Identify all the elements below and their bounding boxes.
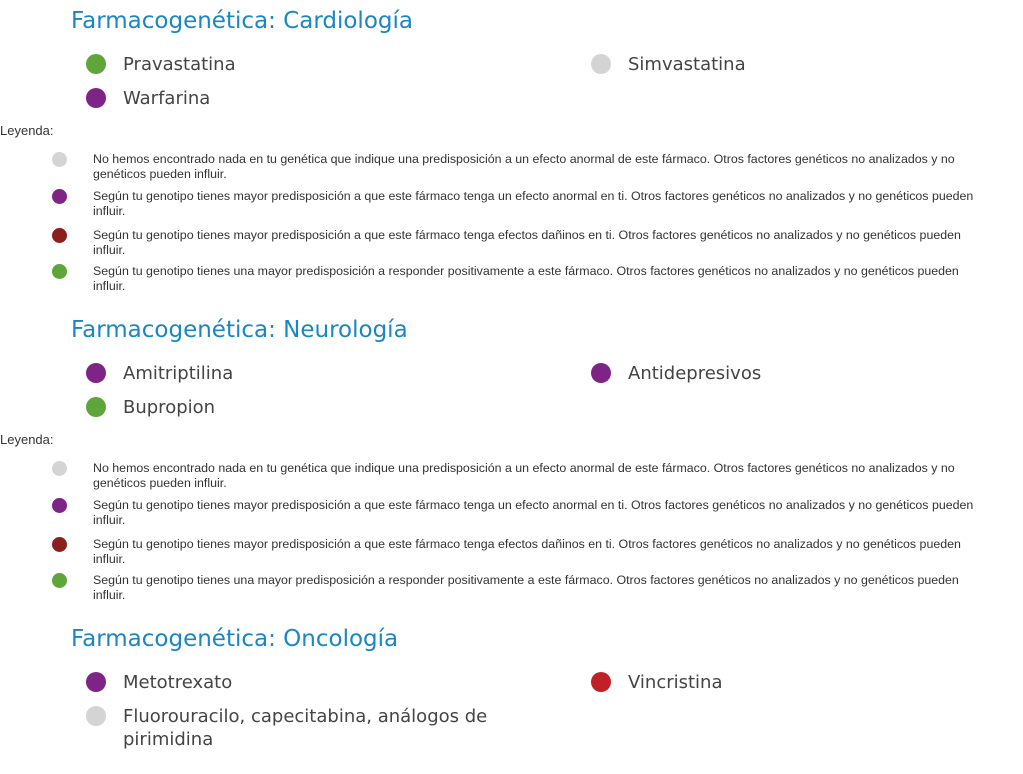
darkred-dot-icon	[52, 228, 67, 243]
legend-text: Según tu genotipo tienes una mayor predisposición a responder positivamente a este fármaco. Otros factores genéticos no analizados y no genéticos pueden influir.	[93, 573, 959, 602]
purple-dot-icon	[52, 498, 67, 513]
legend-title: Leyenda:	[0, 123, 54, 138]
drug-item-antidepresivos	[591, 362, 761, 385]
status-dot-icon	[591, 363, 611, 383]
drug-name: Metotrexato	[123, 672, 233, 693]
gray-dot-icon	[52, 461, 67, 476]
drug-name: Antidepresivos	[628, 363, 762, 384]
green-dot-icon	[52, 264, 67, 279]
status-dot-icon	[86, 397, 106, 417]
status-dot-icon	[86, 706, 106, 726]
status-dot-icon	[591, 672, 611, 692]
legend-text: Según tu genotipo tienes una mayor predisposición a responder positivamente a este fármaco. Otros factores genéticos no analizados y no genéticos pueden influir.	[93, 264, 959, 293]
legend-text: Según tu genotipo tienes mayor predisposición a que este fármaco tenga un efecto anormal en ti. Otros factores genéticos no analizados y no genéticos pueden influir.	[93, 498, 974, 527]
legend-text: Según tu genotipo tienes mayor predisposición a que este fármaco tenga efectos dañinos en ti. Otros factores genéticos no analizados y no genéticos pueden influir.	[93, 228, 961, 257]
section-title: Farmacogenética: Cardiología	[71, 8, 413, 34]
legend-text: No hemos encontrado nada en tu genética que indique una predisposición a un efecto anormal de este fármaco. Otros factores genéticos no analizados y no genéticos pueden influir.	[93, 461, 955, 490]
status-dot-icon	[86, 88, 106, 108]
legend-text: Según tu genotipo tienes mayor predisposición a que este fármaco tenga un efecto anormal en ti. Otros factores genéticos no analizados y no genéticos pueden influir.	[93, 189, 974, 218]
purple-dot-icon	[52, 189, 67, 204]
section-title: Farmacogenética: Neurología	[71, 317, 408, 343]
drug-name: Warfarina	[123, 88, 211, 109]
green-dot-icon	[52, 573, 67, 588]
drug-name: Fluorouracilo, capecitabina, análogos de pirimidina	[123, 706, 488, 750]
legend-text: No hemos encontrado nada en tu genética que indique una predisposición a un efecto anormal de este fármaco. Otros factores genéticos no analizados y no genéticos pueden influir.	[93, 152, 955, 181]
legend-title: Leyenda:	[0, 432, 54, 447]
drug-name: Simvastatina	[628, 54, 746, 75]
drug-item-amitriptilina	[86, 362, 233, 385]
gray-dot-icon	[52, 152, 67, 167]
drug-name: Pravastatina	[123, 54, 236, 75]
darkred-dot-icon	[52, 537, 67, 552]
legend-text: Según tu genotipo tienes mayor predisposición a que este fármaco tenga efectos dañinos en ti. Otros factores genéticos no analizados y no genéticos pueden influir.	[93, 537, 961, 566]
status-dot-icon	[591, 54, 611, 74]
status-dot-icon	[86, 672, 106, 692]
section-title: Farmacogenética: Oncología	[71, 626, 399, 652]
drug-item-warfarina	[86, 87, 210, 110]
drug-item-simvastatina	[591, 53, 746, 76]
drug-name: Amitriptilina	[123, 363, 234, 384]
drug-item-vincristina	[591, 671, 723, 694]
drug-item-pravastatina	[86, 53, 236, 76]
drug-name: Vincristina	[628, 672, 723, 693]
drug-name: Bupropion	[123, 397, 216, 418]
status-dot-icon	[86, 54, 106, 74]
drug-item-metotrexato	[86, 671, 232, 694]
status-dot-icon	[86, 363, 106, 383]
drug-item-bupropion	[86, 396, 215, 419]
drug-item-fluorouracilo	[86, 705, 503, 751]
